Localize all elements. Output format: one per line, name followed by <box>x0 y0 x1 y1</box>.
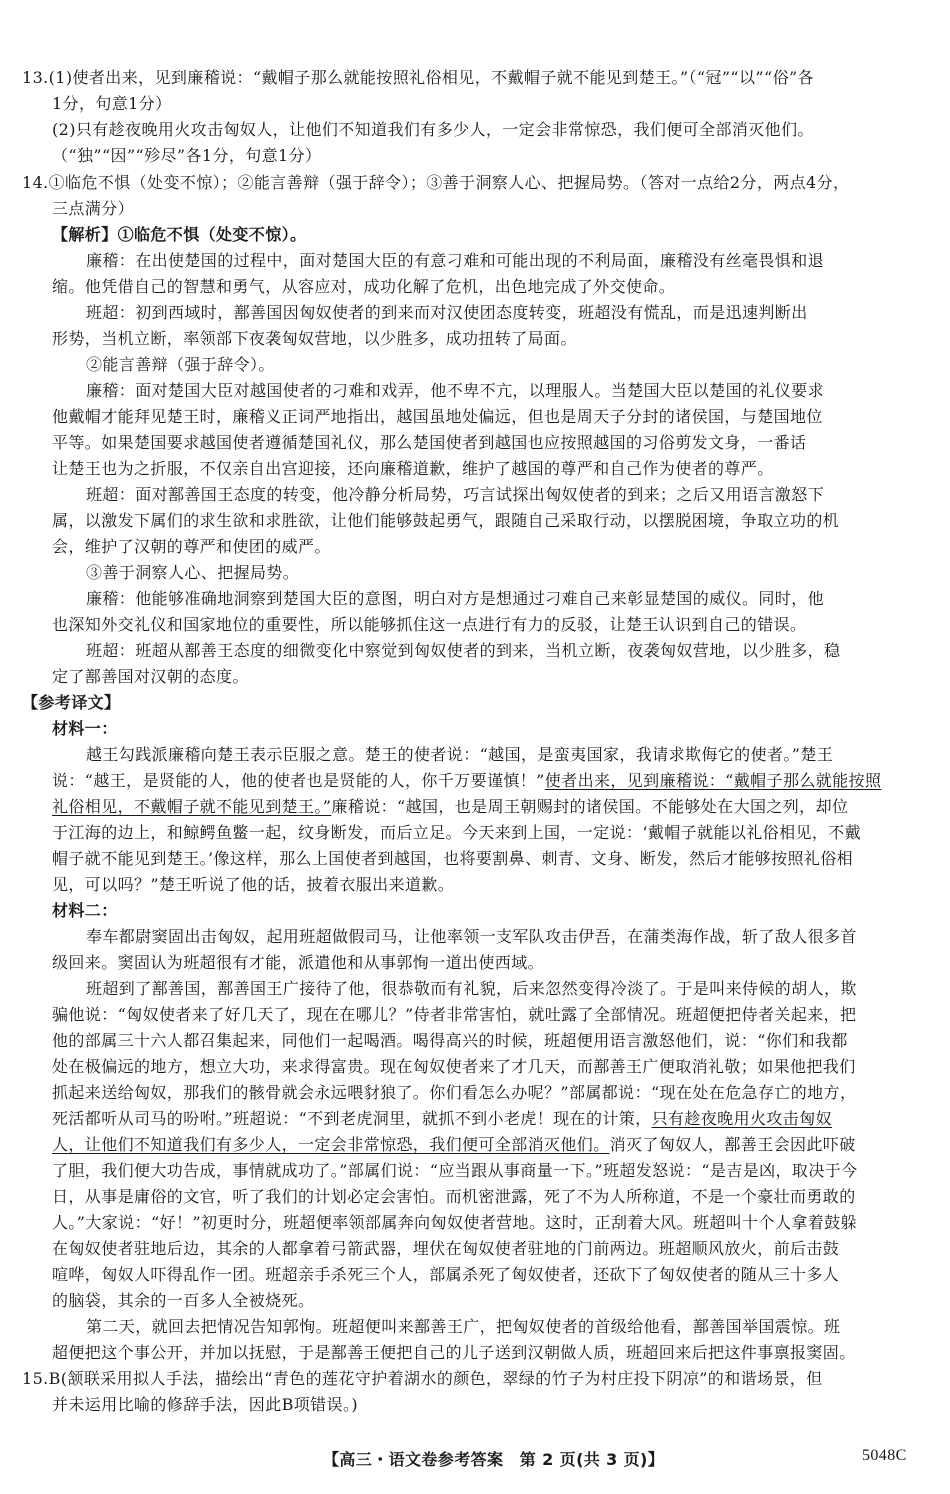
translation-line: 见，可以吗？”楚王听说了他的话，披着衣服出来道歉。 <box>52 875 455 894</box>
underlined-answer-text: 使者出来，见到廉稽说：“戴帽子那么就能按照 <box>544 771 882 790</box>
translation-line <box>52 1107 832 1131</box>
analysis-point-heading: ③善于洞察人心、把握局势。 <box>86 563 300 582</box>
translation-line: 抓起来送给匈奴，那我们的骸骨就会永远喂豺狼了。你们看怎么办呢？”部属都说：“现在处在危急存亡的地方， <box>52 1083 857 1102</box>
analysis-line: 让楚王也为之折服，不仅亲自出宫迎接，还向廉稽道歉，维护了越国的尊严和自己作为使者的尊严。 <box>52 459 774 478</box>
analysis-line: 班超：班超从鄯善王态度的细微变化中察觉到匈奴使者的到来，当机立断，夜袭匈奴营地，以少胜多，稳 <box>86 641 841 660</box>
analysis-line: 也深知外交礼仪和国家地位的重要性，所以能够抓住这一点进行有力的反驳，让楚王认识到自己的错误。 <box>52 615 807 634</box>
translation-line: 他的部属三十六人都召集起来，同他们一起喝酒。喝得高兴的时候，班超便用语言激怒他们，说：“你们和我都 <box>52 1031 848 1050</box>
analysis-point-heading: ②能言善辩（强于辞令）。 <box>86 355 275 374</box>
q14-answer-line2: 三点满分） <box>52 199 135 218</box>
q13-part1-line1: 13.(1)使者出来，见到廉稽说：“戴帽子那么就能按照礼俗相见，不戴帽子就不能见到楚王。”（“冠”“以”“俗”各 <box>22 68 814 87</box>
q15-answer-line1: 15.B(颔联采用拟人手法，描绘出“青色的莲花守护着湖水的颜色，翠绿的竹子为村庄投下阴凉”的和谐场景，但 <box>22 1369 823 1388</box>
material-one-heading: 材料一： <box>52 719 118 738</box>
analysis-line: 廉稽：面对楚国大臣对越国使者的刁难和戏弄，他不卑不亢，以理服人。当楚国大臣以楚国的礼仪要求 <box>86 381 825 400</box>
underlined-answer-text: 只有趁夜晚用火攻击匈奴 <box>651 1109 832 1128</box>
translation-line <box>52 769 881 793</box>
translation-line: 于江海的边上，和鲸鳄鱼鳖一起，纹身断发，而后立足。今天来到上国，一定说：‘戴帽子就能以礼俗相见，不戴 <box>52 823 862 842</box>
translation-text: 廉稽说：“越国，也是周王朝赐封的诸侯国。不能够处在大国之列，却位 <box>331 797 849 816</box>
footer-code: 5048C <box>862 1447 907 1464</box>
q13-part2-line1: (2)只有趁夜晚用火攻击匈奴人，让他们不知道我们有多少人，一定会非常惊恐，我们便可全部消灭他们。 <box>52 120 814 139</box>
analysis-line: 班超：面对鄯善国王态度的转变，他冷静分析局势，巧言试探出匈奴使者的到来；之后又用语言激怒下 <box>86 485 825 504</box>
analysis-line: 会，维护了汉朝的尊严和使团的威严。 <box>52 537 331 556</box>
translation-line <box>52 795 848 819</box>
q13-part1-line2: 1分，句意1分） <box>52 94 172 113</box>
translation-line: 帽子就不能见到楚王。’像这样，那么上国使者到越国，也将要割鼻、刺青、文身、断发，然后才能够按照礼俗相 <box>52 849 854 868</box>
translation-line: 在匈奴使者驻地后边，其余的人都拿着弓箭武器，埋伏在匈奴使者驻地的门前两边。班超顺风放火，前后击鼓 <box>52 1239 840 1258</box>
analysis-line: 定了鄯善国对汉朝的态度。 <box>52 667 249 686</box>
translation-line: 骗他说：“匈奴使者来了好几天了，现在在哪儿？”侍者非常害怕，就吐露了全部情况。班超便把侍者关起来，把 <box>52 1005 857 1024</box>
translation-line: 超便把这个事公开，并加以抚慰，于是鄯善王便把自己的儿子送到汉朝做人质，班超回来后把这件事禀报窦固。 <box>52 1343 856 1362</box>
translation-line: 奉车都尉窦固出击匈奴，起用班超做假司马，让他率领一支军队攻击伊吾，在蒲类海作战，斩了敌人很多首 <box>86 927 857 946</box>
analysis-line: 班超：初到西域时，鄯善国因匈奴使者的到来而对汉使团态度转变，班超没有慌乱，而是迅速判断出 <box>86 303 808 322</box>
translation-text: 说：“越王，是贤能的人，他的使者也是贤能的人，你千万要谨慎！” <box>52 771 545 790</box>
translation-line: 处在极偏远的地方，想立大功，来求得富贵。现在匈奴使者来了才几天，而鄯善王广便取消礼敬；如果他把我们 <box>52 1057 856 1076</box>
q13-part2-line2: （“独”“因”“殄尽”各1分，句意1分） <box>52 146 322 165</box>
analysis-line: 廉稽：在出使楚国的过程中，面对楚国大臣的有意刁难和可能出现的不利局面，廉稽没有丝毫畏惧和退 <box>86 251 825 270</box>
underlined-answer-text: 礼俗相见，不戴帽子就不能见到楚王。” <box>52 797 332 816</box>
analysis-line: 缩。他凭借自己的智慧和勇气，从容应对，成功化解了危机，出色地完成了外交使命。 <box>52 277 676 296</box>
analysis-line: 平等。如果楚国要求越国使者遵循楚国礼仪，那么楚国使者到越国也应按照越国的习俗剪发文身，一番话 <box>52 433 807 452</box>
translation-line: 的脑袋，其余的一百多人全被烧死。 <box>52 1291 315 1310</box>
translation-line: 第二天，就回去把情况告知郭恂。班超便叫来鄯善王广，把匈奴使者的首级给他看，鄯善国举国震惊。班 <box>86 1317 841 1336</box>
analysis-heading: 【解析】①临危不惧（处变不惊）。 <box>52 225 307 244</box>
material-two-heading: 材料二： <box>52 901 118 920</box>
translation-text: 消灭了匈奴人，鄯善王会因此吓破 <box>609 1135 856 1154</box>
translation-line: 日，从事是庸俗的文官，听了我们的计划必定会害怕。而机密泄露，死了不为人所称道，不是一个豪壮而勇敢的 <box>52 1187 856 1206</box>
translation-line: 人。”大家说：“好！”初更时分，班超便率领部属奔向匈奴使者营地。这时，正刮着大风。班超叫十个人拿着鼓躲 <box>52 1213 857 1232</box>
analysis-line: 他戴帽才能拜见楚王时，廉稽义正词严地指出，越国虽地处偏远，但也是周天子分封的诸侯国，与楚国地位 <box>52 407 823 426</box>
underlined-answer-text: 人，让他们不知道我们有多少人，一定会非常惊恐，我们便可全部消灭他们。 <box>52 1135 610 1154</box>
q15-answer-line2: 并未运用比喻的修辞手法，因此B项错误。) <box>52 1395 359 1414</box>
translation-line: 喧哗，匈奴人吓得乱作一团。班超亲手杀死三个人，部属杀死了匈奴使者，还砍下了匈奴使者的随从三十多人 <box>52 1265 840 1284</box>
analysis-line: 廉稽：他能够准确地洞察到楚国大臣的意图，明白对方是想通过刁难自己来彰显楚国的威仪。同时，他 <box>86 589 825 608</box>
translation-line: 级回来。窦固认为班超很有才能，派遣他和从事郭恂一道出使西域。 <box>52 953 545 972</box>
translation-line: 了胆，我们便大功告成，事情就成功了。”部属们说：“应当跟从事商量一下。”班超发怒说：“是吉是凶，取决于今 <box>52 1161 858 1180</box>
q14-answer-line1: 14.①临危不惧（处变不惊）；②能言善辩（强于辞令）；③善于洞察人心、把握局势。（答对一点给2分，两点4分， <box>22 173 850 192</box>
footer-title: 【高三・语文卷参考答案 第 2 页(共 3 页)】 <box>323 1450 665 1469</box>
analysis-line: 形势，当机立断，率领部下夜袭匈奴营地，以少胜多，成功扭转了局面。 <box>52 329 577 348</box>
analysis-line: 属，以激发下属们的求生欲和求胜欲，让他们能够鼓起勇气，跟随自己采取行动，以摆脱困境，争取立功的机 <box>52 511 840 530</box>
translation-text: 死活都听从司马的吩咐。”班超说：“不到老虎洞里，就抓不到小老虎！现在的计策， <box>52 1109 652 1128</box>
translation-heading: 【参考译文】 <box>22 693 121 712</box>
translation-line: 班超到了鄯善国，鄯善国王广接待了他，很恭敬而有礼貌，后来忽然变得冷淡了。于是叫来侍候的胡人，欺 <box>86 979 857 998</box>
translation-line <box>52 1133 856 1157</box>
translation-line: 越王勾践派廉稽向楚王表示臣服之意。楚王的使者说：“越国，是蛮夷国家，我请求欺侮它的使者。”楚王 <box>86 745 834 764</box>
